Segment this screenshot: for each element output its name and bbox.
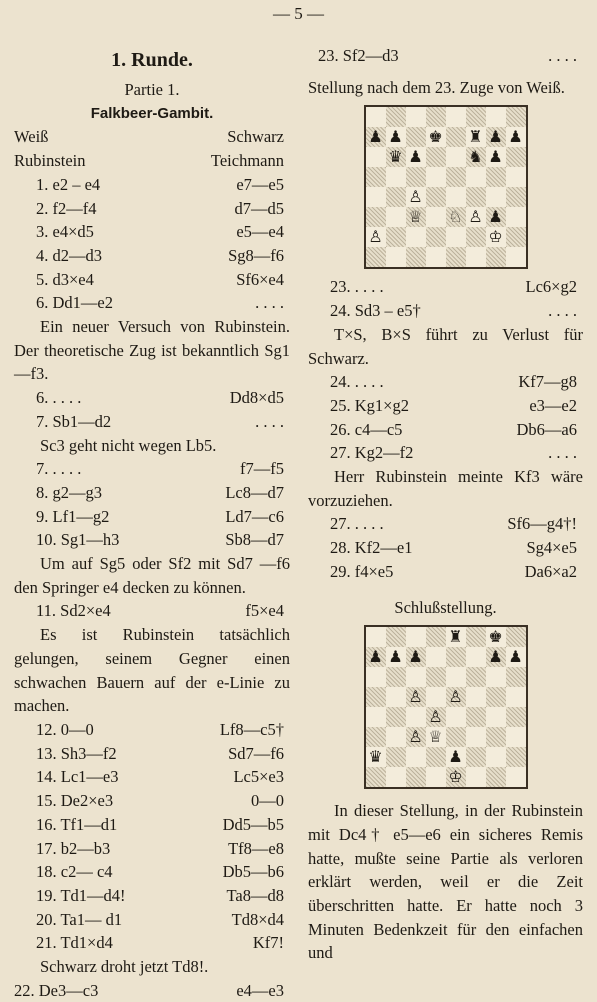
white-move: 29. f4×e5 (330, 561, 394, 581)
board-square (486, 187, 506, 207)
board-square (426, 167, 446, 187)
white-move: 9. Lf1—g2 (36, 506, 110, 526)
black-player: Teichmann (210, 151, 284, 171)
white-move: 28. Kf2—e1 (330, 538, 413, 558)
board-square (466, 667, 486, 687)
commentary: Schwarz droht jetzt Td8!. (40, 957, 209, 977)
black-pawn-icon: ♟ (388, 127, 403, 147)
black-pawn-icon: ♟ (368, 127, 383, 147)
move-list (14, 457, 290, 552)
board-square (446, 187, 466, 207)
board-square (366, 647, 386, 667)
board-square (406, 667, 426, 687)
board-square (446, 627, 466, 647)
board-square (446, 227, 466, 247)
white-move: 6. Dd1—e2 (36, 293, 113, 313)
black-pawn-icon: ♟ (368, 647, 383, 667)
board-square (446, 667, 466, 687)
board-square (386, 187, 406, 207)
board-square (486, 727, 506, 747)
board-square (366, 147, 386, 167)
board-square (506, 247, 526, 267)
black-king-icon: ♚ (428, 127, 443, 147)
board-square (506, 147, 526, 167)
white-king-icon: ♔ (488, 227, 503, 247)
white-move: 26. c4—c5 (330, 419, 403, 439)
chess-diagram-final (364, 625, 528, 789)
board-square (426, 187, 446, 207)
board-square (466, 707, 486, 727)
white-move: 22. De3—c3 (14, 980, 99, 1000)
board-square (486, 627, 506, 647)
move-row (308, 299, 583, 323)
black-pawn-icon: ♟ (508, 127, 523, 147)
board-square (366, 627, 386, 647)
board-square (466, 207, 486, 227)
board-square (366, 127, 386, 147)
black-move: Dd5—b5 (222, 814, 284, 834)
board-square (466, 107, 486, 127)
black-move: . . . . (548, 443, 577, 463)
board-square (446, 687, 466, 707)
commentary: In dieser Stellung, in der Rubinstein mit Dc4† e5—e6 ein sicheres Remis hatte, mußte seine Partie als verloren erklärt werden, weil er die Zeit überschritten hatte. Er hatte noch 3 Minuten Bedenkzeit für den einfachen und (308, 801, 583, 963)
board-square (426, 667, 446, 687)
black-pawn-icon: ♟ (408, 647, 423, 667)
black-knight-icon: ♞ (468, 147, 483, 167)
board-square (406, 647, 426, 667)
board-square (486, 247, 506, 267)
black-move: Sd7—f6 (228, 743, 284, 763)
move-list (14, 718, 290, 955)
board-square (386, 687, 406, 707)
white-king-icon: ♔ (448, 767, 463, 787)
move-list (14, 599, 290, 623)
white-pawn-icon: ♙ (408, 727, 423, 747)
black-move: Lc5×e3 (233, 767, 284, 787)
white-player: Rubinstein (14, 151, 86, 171)
move-row (14, 410, 290, 434)
board-square (426, 707, 446, 727)
move-row (308, 370, 583, 394)
board-square (466, 227, 486, 247)
black-label: Schwarz (227, 127, 284, 147)
board-square (366, 167, 386, 187)
move-row (14, 908, 290, 932)
board-square (466, 767, 486, 787)
board-square (366, 667, 386, 687)
white-pawn-icon: ♙ (448, 687, 463, 707)
white-move: 11. Sd2×e4 (36, 601, 111, 621)
white-pawn-icon: ♙ (468, 207, 483, 227)
board-square (466, 187, 486, 207)
black-move: e5—e4 (236, 222, 284, 242)
board-square (506, 107, 526, 127)
white-move: 20. Ta1— d1 (36, 909, 123, 929)
black-move: Ta8—d8 (226, 885, 284, 905)
board-square (506, 127, 526, 147)
board-square (426, 727, 446, 747)
white-move: 7. . . . . (36, 459, 82, 479)
chess-diagram-move-23 (364, 105, 528, 269)
board-square (446, 107, 466, 127)
white-label: Weiß (14, 127, 49, 147)
board-square (486, 667, 506, 687)
move-row (308, 512, 583, 536)
commentary: Herr Rubinstein meinte Kf3 wäre vorzuziehen. (308, 467, 583, 510)
white-move: 13. Sh3—f2 (36, 743, 117, 763)
move-row (14, 268, 290, 292)
white-move: 16. Tf1—d1 (36, 814, 118, 834)
move-row (14, 244, 290, 268)
board-square (426, 247, 446, 267)
board-square (406, 747, 426, 767)
black-move: . . . . (255, 411, 284, 431)
board-square (446, 727, 466, 747)
board-square (466, 687, 486, 707)
white-move: 14. Lc1—e3 (36, 767, 119, 787)
board-square (406, 227, 426, 247)
board-square (486, 167, 506, 187)
black-move: e3—e2 (529, 395, 577, 415)
black-move: 0—0 (251, 791, 284, 811)
board-square (386, 107, 406, 127)
black-pawn-icon: ♟ (448, 747, 463, 767)
move-row (14, 220, 290, 244)
black-move: . . . . (255, 293, 284, 313)
board-square (506, 647, 526, 667)
board-square (466, 247, 486, 267)
board-square (406, 187, 426, 207)
move-list (308, 512, 583, 583)
board-square (366, 767, 386, 787)
board-square (426, 107, 446, 127)
move-list (14, 173, 290, 315)
board-square (386, 127, 406, 147)
move-row (14, 884, 290, 908)
board-square (486, 127, 506, 147)
board-square (506, 167, 526, 187)
board-square (426, 227, 446, 247)
black-move: f5×e4 (245, 601, 284, 621)
player-names (14, 149, 290, 173)
board-square (386, 727, 406, 747)
board-square (506, 747, 526, 767)
white-move: 21. Td1×d4 (36, 933, 113, 953)
white-move: 27. . . . . (330, 514, 384, 534)
black-move: d7—d5 (234, 198, 284, 218)
move-list (308, 370, 583, 465)
board-square (506, 687, 526, 707)
board-square (386, 707, 406, 727)
board-square (486, 207, 506, 227)
board-square (466, 127, 486, 147)
black-rook-icon: ♜ (448, 627, 463, 647)
commentary: Sc3 geht nicht wegen Lb5. (40, 435, 217, 455)
board-square (466, 167, 486, 187)
white-move: 24. Sd3 – e5† (330, 301, 421, 321)
move-row (14, 742, 290, 766)
white-pawn-icon: ♙ (428, 707, 443, 727)
black-move: Sb8—d7 (225, 530, 284, 550)
board-square (406, 767, 426, 787)
board-square (446, 647, 466, 667)
move-row (14, 718, 290, 742)
board-square (386, 647, 406, 667)
white-move: 2. f2—f4 (36, 198, 97, 218)
white-move: 17. b2—b3 (36, 838, 111, 858)
move-row (308, 394, 583, 418)
white-move: 23. Sf2—d3 (318, 46, 399, 65)
board-square (386, 767, 406, 787)
white-move: 7. Sb1—d2 (36, 411, 112, 431)
board-square (406, 107, 426, 127)
black-move: Da6×a2 (524, 561, 577, 581)
black-rook-icon: ♜ (468, 127, 483, 147)
board-square (426, 687, 446, 707)
board-square (446, 147, 466, 167)
board-square (486, 747, 506, 767)
move-row (14, 173, 290, 197)
move-list (308, 275, 583, 322)
board-square (406, 627, 426, 647)
white-move: 18. c2— c4 (36, 862, 113, 882)
move-list (14, 386, 290, 433)
board-square (506, 667, 526, 687)
board-square (486, 767, 506, 787)
black-move: e7—e5 (236, 174, 284, 194)
board-square (426, 647, 446, 667)
white-move: 5. d3×e4 (36, 269, 94, 289)
black-pawn-icon: ♟ (388, 647, 403, 667)
board-square (486, 647, 506, 667)
black-move: Ld7—c6 (225, 506, 284, 526)
board-square (366, 227, 386, 247)
board-square (386, 667, 406, 687)
board-square (406, 247, 426, 267)
move-row (14, 291, 290, 315)
white-move: 4. d2—d3 (36, 245, 102, 265)
black-move: Sg8—f6 (228, 245, 284, 265)
move-row (14, 481, 290, 505)
board-square (366, 707, 386, 727)
white-move: 3. e4×d5 (36, 222, 94, 242)
board-square (406, 707, 426, 727)
board-square (466, 727, 486, 747)
white-move: 19. Td1—d4! (36, 885, 126, 905)
board-square (426, 767, 446, 787)
black-move: Sf6×e4 (236, 269, 284, 289)
board-square (486, 687, 506, 707)
color-labels (14, 125, 290, 149)
board-square (466, 747, 486, 767)
move-row (308, 418, 583, 442)
black-move: . . . . (548, 301, 577, 321)
black-move: Tf8—e8 (228, 838, 284, 858)
commentary: Ein neuer Versuch von Rubinstein. Der theoretische Zug ist bekanntlich Sg1—f3. (14, 317, 290, 384)
round-title: 1. Runde. (111, 49, 193, 71)
board-square (406, 727, 426, 747)
black-queen-icon: ♛ (388, 147, 403, 167)
right-column (308, 44, 583, 965)
white-move: 10. Sg1—h3 (36, 530, 120, 550)
opening-name: Falkbeer-Gambit. (90, 104, 214, 122)
black-pawn-icon: ♟ (488, 147, 503, 167)
white-move: 15. De2×e3 (36, 791, 114, 811)
board-square (506, 227, 526, 247)
board-square (366, 207, 386, 227)
board-square (426, 147, 446, 167)
board-square (406, 167, 426, 187)
board-square (406, 687, 426, 707)
position-caption: Stellung nach dem 23. Zuge von Weiß. (308, 77, 565, 97)
board-square (486, 227, 506, 247)
black-pawn-icon: ♟ (488, 207, 503, 227)
black-move: Db6—a6 (516, 419, 577, 439)
white-move: 6. . . . . (36, 388, 82, 408)
white-queen-icon: ♕ (408, 207, 423, 227)
black-move: Dd8×d5 (229, 388, 284, 408)
white-move: 24. . . . . (330, 372, 384, 392)
board-square (406, 127, 426, 147)
move-row (14, 386, 290, 410)
white-queen-icon: ♕ (428, 727, 443, 747)
board-square (406, 207, 426, 227)
move-row (308, 441, 583, 465)
white-move: 27. Kg2—f2 (330, 443, 414, 463)
black-move: Lc8—d7 (225, 482, 284, 502)
page-number: — 5 — (273, 4, 324, 23)
black-move: Kf7! (252, 933, 284, 953)
black-move: Lc6×g2 (525, 277, 577, 297)
board-square (466, 627, 486, 647)
white-move: 25. Kg1×g2 (330, 395, 409, 415)
board-square (446, 707, 466, 727)
board-square (446, 747, 466, 767)
commentary: T×S, B×S führt zu Verlust für Schwarz. (308, 324, 583, 368)
board-square (366, 247, 386, 267)
move-row (14, 197, 290, 221)
board-square (386, 147, 406, 167)
board-square (506, 707, 526, 727)
game-label: Partie 1. (124, 80, 180, 99)
black-move: Sf6—g4†! (507, 514, 577, 534)
black-pawn-icon: ♟ (508, 647, 523, 667)
move-row (14, 860, 290, 884)
board-square (386, 247, 406, 267)
black-move: Kf7—g8 (518, 372, 577, 392)
board-square (366, 727, 386, 747)
black-move: Sg4×e5 (526, 538, 577, 558)
board-square (366, 687, 386, 707)
board-square (486, 147, 506, 167)
commentary: Um auf Sg5 oder Sf2 mit Sd7 —f6 den Springer e4 decken zu können. (14, 554, 290, 597)
black-pawn-icon: ♟ (488, 647, 503, 667)
board-square (506, 207, 526, 227)
black-king-icon: ♚ (488, 627, 503, 647)
black-move: Td8×d4 (231, 909, 284, 929)
board-square (446, 127, 466, 147)
board-square (506, 767, 526, 787)
black-move: f7—f5 (240, 459, 284, 479)
board-square (366, 187, 386, 207)
board-square (386, 747, 406, 767)
black-queen-icon: ♛ (368, 747, 383, 767)
move-row (308, 44, 583, 68)
white-pawn-icon: ♙ (408, 687, 423, 707)
board-square (386, 227, 406, 247)
white-move: 23. . . . . (330, 277, 384, 297)
left-column (14, 44, 290, 1002)
white-knight-icon: ♘ (448, 207, 463, 227)
board-square (406, 147, 426, 167)
board-square (466, 647, 486, 667)
final-caption: Schlußstellung. (394, 597, 497, 617)
move-row (14, 599, 290, 623)
white-pawn-icon: ♙ (408, 187, 423, 207)
board-square (486, 107, 506, 127)
board-square (386, 207, 406, 227)
move-row (14, 505, 290, 529)
white-move: 8. g2—g3 (36, 482, 102, 502)
move-row (308, 560, 583, 584)
board-square (486, 707, 506, 727)
board-square (366, 747, 386, 767)
move-row (308, 536, 583, 560)
black-move: Db5—b6 (222, 862, 284, 882)
black-move: . . . . (548, 46, 577, 65)
board-square (426, 747, 446, 767)
board-square (506, 627, 526, 647)
board-square (446, 767, 466, 787)
move-row (14, 789, 290, 813)
move-row (14, 457, 290, 481)
board-square (426, 207, 446, 227)
black-move: e4—e3 (236, 980, 284, 1000)
black-pawn-icon: ♟ (488, 127, 503, 147)
black-move: Lf8—c5† (219, 719, 284, 739)
move-row (14, 765, 290, 789)
move-row (308, 275, 583, 299)
board-square (446, 207, 466, 227)
move-row (14, 837, 290, 861)
board-square (446, 247, 466, 267)
board-square (506, 187, 526, 207)
move-row (14, 931, 290, 955)
move-row (14, 813, 290, 837)
board-square (506, 727, 526, 747)
board-square (426, 127, 446, 147)
board-square (386, 627, 406, 647)
commentary: Es ist Rubinstein tatsächlich gelungen, seinem Gegner einen schwachen Bauern auf der e-Linie zu machen. (14, 625, 290, 716)
board-square (466, 147, 486, 167)
white-move: 12. 0—0 (36, 719, 94, 739)
white-pawn-icon: ♙ (368, 227, 383, 247)
board-square (446, 167, 466, 187)
move-row (14, 528, 290, 552)
board-square (426, 627, 446, 647)
board-square (366, 107, 386, 127)
black-pawn-icon: ♟ (408, 147, 423, 167)
board-square (386, 167, 406, 187)
white-move: 1. e2 – e4 (36, 174, 101, 194)
